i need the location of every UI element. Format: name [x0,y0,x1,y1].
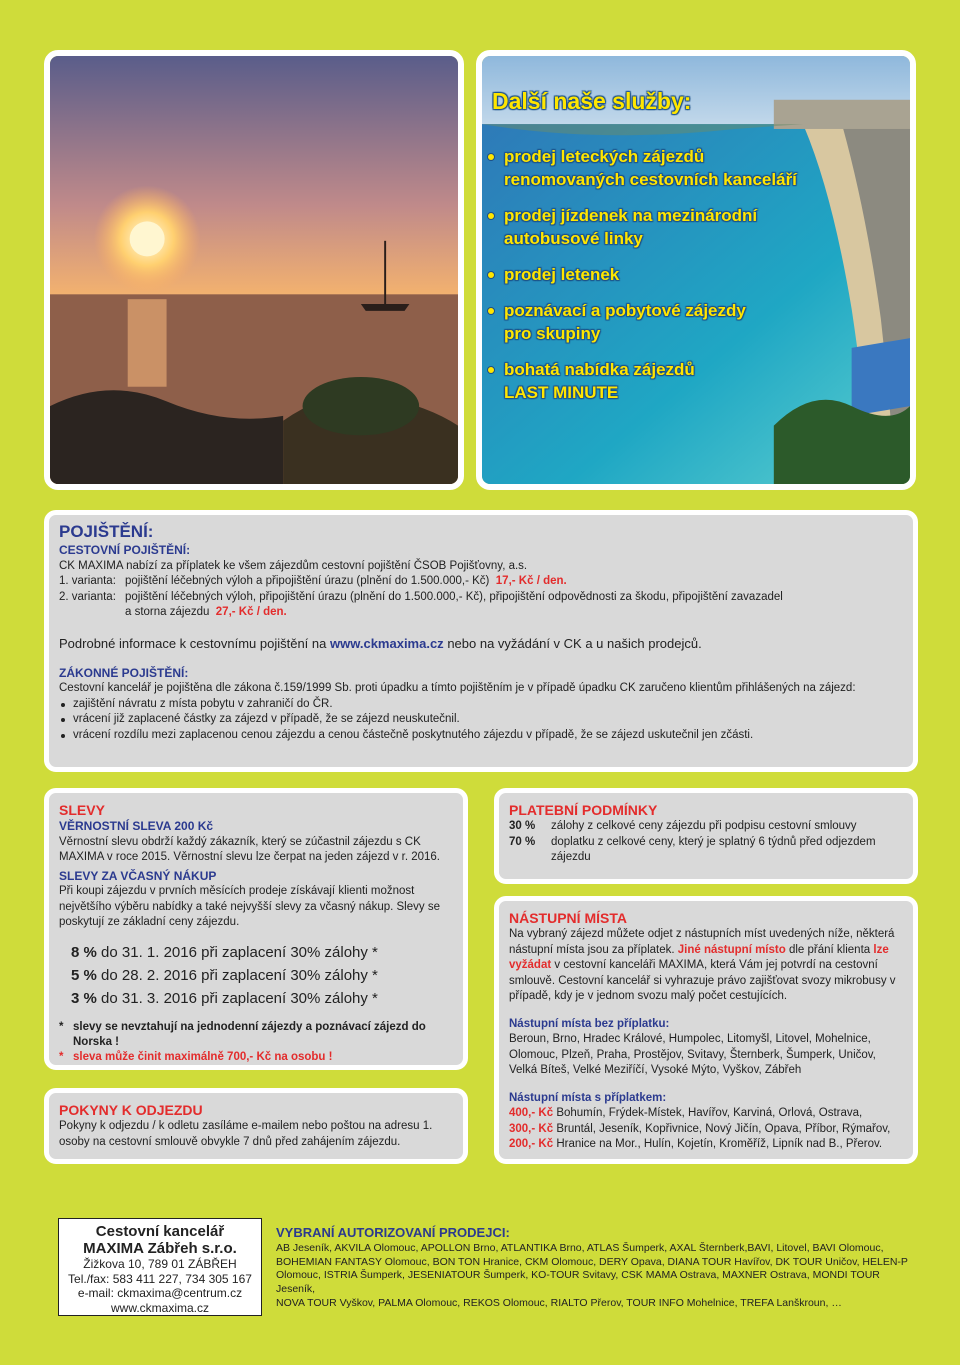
company-street: Žižkova 10, 789 01 ZÁBŘEH [83,1257,237,1271]
contact-box [58,1218,262,1316]
sunset-image [50,56,458,484]
discount-notes: * slevy se nevztahují na jednodenní zájezdy a poznávací zájezd do Norska ! * sleva může činit maximálně 700,- Kč na osobu ! [59,1020,453,1065]
boarding-text: Na vybraný zájezd můžete odjet z nástupních míst uvedených níže, některá nástupní místa jsou za příplatek. Jiné nástupní místo dle přání klienta lze vyžádat v cestovní kanceláři MAXIMA, která Vám jej potvrdí na cestovní smlouvě. Cestovní kancelář si vyhrazuje právo zajišťovat svozy mikrobusy v případě, kdy je v jednom svozu malý počet cestujících. [509,928,896,1002]
variant-2-price: 27,- Kč / den. [215,606,287,618]
departure-box [44,1088,468,1164]
more-info: Podrobné informace k cestovnímu pojištění na www.ckmaxima.cz nebo na vyžádání v CK a u našich prodejců. [59,635,702,651]
service-item: prodej jízdenek na mezinárodní autobusové linky [488,204,908,250]
services-title: Další naše služby: [492,88,692,114]
variant-1-price: 17,- Kč / den. [495,575,567,587]
paid-boarding-title: Nástupní místa s příplatkem: [509,1091,667,1104]
boarding-title: NÁSTUPNÍ MÍSTA [509,910,627,926]
insurance-box [44,510,918,772]
bullet-icon [488,308,494,314]
boarding-box [494,896,918,1164]
company-phone: Tel./fax: 583 411 227, 734 305 167 [68,1271,252,1286]
insurance-title: POJIŠTĚNÍ: [59,522,154,541]
sellers-line: Olomouc, ISTRIA Šumperk, JESENIATOUR Šumperk, KO-TOUR Svitavy, CSK MAMA Ostrava, MAXNER Ostrava, MONDI TOUR Jeseník, [276,1269,880,1296]
discount-tier: 8 % do 31. 1. 2016 při zaplacení 30% zálohy * [71,943,378,961]
sellers-section [276,1226,916,1311]
discount-tiers [71,941,453,1010]
service-item: prodej letenek [488,263,908,286]
company-name-2: MAXIMA Zábřeh s.r.o. [83,1240,237,1257]
loyalty-text: Věrnostní slevu obdrží každý zákazník, který se zúčastnil zájezdu s CK MAXIMA v roce 2015. Věrnostní slevu lze čerpat na jeden zájezd v r. 2016. [59,835,440,863]
law-intro: Cestovní kancelář je pojištěna dle zákona č.159/1999 Sb. proti úpadku a tímto pojištěním je v případě úpadku CK zaručeno klientům přihlášených na zájezd: [59,682,856,694]
payment-title: PLATEBNÍ PODMÍNKY [509,802,658,818]
early-title: SLEVY ZA VČASNÝ NÁKUP [59,868,217,883]
departure-text: Pokyny k odjezdu / k odletu zasíláme e-mailem nebo poštou na adresu 1. osoby na cestovní smlouvě obvykle 7 dnů před zahájením zájezdu. [59,1120,433,1148]
note-2: sleva může činit maximálně 700,- Kč na osobu ! [73,1050,333,1063]
services-panel [488,88,908,417]
free-boarding-title: Nástupní místa bez příplatku: [509,1017,670,1030]
bullet-icon [488,154,494,160]
bullet-icon [488,367,494,373]
law-list [59,697,903,744]
variant-2: 2. varianta: pojištění léčebných výloh, připojištění úrazu (plnění do 1.500.000,- Kč), připojištění odpovědnosti za škodu, připojištění zavazadel a storna zájezdu 27,- Kč / den. [59,590,783,618]
free-boarding-text: Beroun, Brno, Hradec Králové, Humpolec, Litomyšl, Litovel, Mohelnice, Olomouc, Plzeň, Praha, Prostějov, Svitavy, Šternberk, Šumperk, Uničov, Velká Bíteš, Velké Meziříčí, Vysoké Mýto, Vyškov, Zábřeh [509,1033,876,1076]
service-item: poznávací a pobytové zájezdy pro skupiny [488,299,908,345]
discount-tier: 5 % do 28. 2. 2016 při zaplacení 30% zálohy * [71,966,378,984]
payment-row: 30 % zálohy z celkové ceny zájezdu při podpisu cestovní smlouvy [509,820,857,832]
sellers-line: AB Jeseník, AKVILA Olomouc, APOLLON Brno, ATLANTIKA Brno, ATLAS Šumperk, AXAL Šternberk,BAVI, Litovel, BAVI Olomouc, [276,1241,884,1254]
sellers-line: NOVA TOUR Vyškov, PALMA Olomouc, REKOS Olomouc, RIALTO Přerov, TOUR INFO Mohelnice, TREFA Lanškroun, … [276,1296,842,1309]
early-text: Při koupi zájezdu v prvních měsících prodeje získávají klienti možnost největšího výběru nabídky a také nejvyšší slevy za včasný nákup. Slevy se poskytují ze základní ceny zájezdu. [59,885,440,928]
website-link[interactable]: www.ckmaxima.cz [330,635,444,651]
loyalty-title: VĚRNOSTNÍ SLEVA 200 Kč [59,819,214,833]
list-item: vrácení již zaplacené částky za zájezd v případě, že se zájezd neuskutečnil. [59,712,903,728]
paid-boarding-row: 400,- Kč Bohumín, Frýdek-Místek, Havířov, Karviná, Orlová, Ostrava, [509,1107,863,1119]
travel-insurance-title: CESTOVNÍ POJIŠTĚNÍ: [59,543,191,557]
company-email[interactable]: e-mail: ckmaxima@centrum.cz [77,1286,243,1300]
paid-boarding-row: 300,- Kč Bruntál, Jeseník, Kopřivnice, Nový Jičín, Opava, Příbor, Rýmařov, [509,1122,891,1135]
company-web[interactable]: www.ckmaxima.cz [110,1300,209,1315]
discounts-title: SLEVY [59,802,105,818]
sellers-title: VYBRANÍ AUTORIZOVANÍ PRODEJCI: [276,1225,510,1240]
discount-tier: 3 % do 31. 3. 2016 při zaplacení 30% zálohy * [71,989,378,1007]
bullet-icon [488,213,494,219]
sellers-line: BOHEMIAN FANTASY Olomouc, BON TON Hranice, CKM Olomouc, DERY Opava, DIANA TOUR Havířov, DK TOUR Uničov, HELEN-P [276,1255,908,1268]
departure-title: POKYNY K ODJEZDU [59,1102,203,1118]
insurance-intro: CK MAXIMA nabízí za příplatek ke všem zájezdům cestovní pojištění ČSOB Pojišťovny, a.s. [59,559,528,572]
bullet-icon [488,272,494,278]
service-item: bohatá nabídka zájezdů LAST MINUTE [488,358,908,404]
service-item: prodej leteckých zájezdů renomovaných cestovních kanceláří [488,145,908,191]
variant-1: 1. varianta: pojištění léčebných výloh a připojištění úrazu (plnění do 1.500.000,- Kč) 17,- Kč / den. [59,575,567,587]
company-name-1: Cestovní kancelář [95,1223,225,1240]
note-1: slevy se nevztahují na jednodenní zájezdy a poznávací zájezd do Norska ! [73,1020,426,1048]
law-insurance-title: ZÁKONNÉ POJIŠTĚNÍ: [59,665,189,680]
payment-row: 70 % doplatku z celkové ceny, který je splatný 6 týdnů před odjezdem zájezdu [509,835,876,863]
list-item: vrácení rozdílu mezi zaplacenou cenou zájezdu a cenou částečně poskytnutého zájezdu v případě, že se zájezd uskutečnil jen zčásti. [59,728,903,744]
payment-box [494,788,918,884]
discounts-box [44,788,468,1070]
paid-boarding-row: 200,- Kč Hranice na Mor., Hulín, Kojetín, Kroměříž, Lipník nad B., Přerov. [509,1138,883,1150]
list-item: zajištění návratu z místa pobytu v zahraničí do ČR. [59,697,903,713]
services-list [488,145,908,404]
sunset-photo [44,50,464,490]
